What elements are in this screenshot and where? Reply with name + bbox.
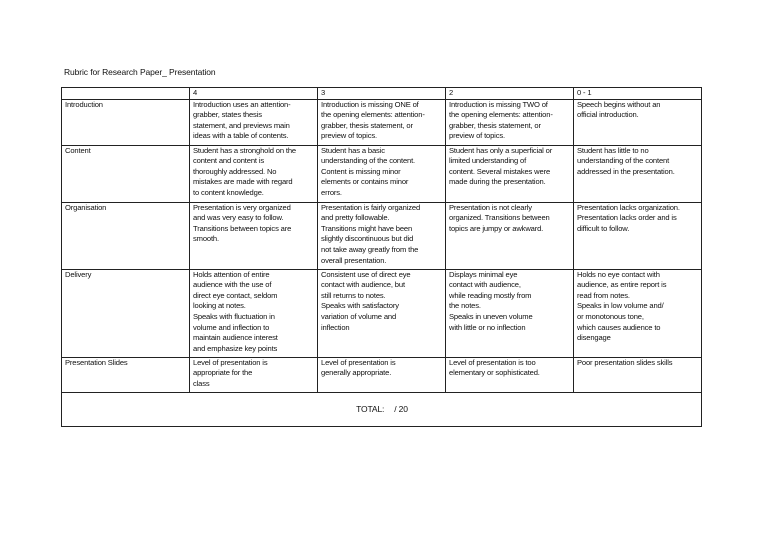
rubric-cell: Student has only a superficial or limited understanding of content. Several mistakes were made during the presentation.	[449, 145, 553, 187]
rubric-cell: Presentation lacks organization. Presentation lacks order and is difficult to follow.	[577, 202, 680, 233]
rubric-cell: Presentation is not clearly organized. Transitions between topics are jumpy or awkward.	[449, 202, 550, 233]
total-label: TOTAL:	[356, 403, 385, 414]
header-row	[62, 88, 702, 100]
rubric-cell: Introduction is missing TWO of the opening elements: attention- grabber, thesis statement, or preview of topics.	[449, 99, 553, 141]
header-cell-score-2: 2	[446, 88, 574, 100]
rubric-cell: Introduction uses an attention- grabber, states thesis statement, and previews main ideas with a table of contents.	[193, 99, 291, 141]
rubric-cell: Level of presentation is generally appropriate.	[321, 357, 396, 378]
criterion-label: Introduction	[62, 99, 190, 145]
rubric-cell: Presentation is very organized and was very easy to follow. Transitions between topics are smooth.	[193, 202, 292, 244]
total-row	[62, 392, 702, 426]
table-row-content	[62, 145, 702, 202]
rubric-cell: Speech begins without an official introduction.	[577, 99, 661, 120]
criterion-label: Presentation Slides	[62, 357, 190, 392]
rubric-cell: Student has a stronghold on the content and content is thoroughly addressed. No mistakes are made with regard to content knowledge.	[193, 145, 297, 197]
table-row-presentation-slides	[62, 357, 702, 392]
total-value: / 20	[394, 403, 408, 414]
header-cell-score-0-1: 0 - 1	[574, 88, 702, 100]
total-cell	[62, 392, 702, 426]
criterion-label: Content	[62, 145, 190, 202]
header-cell-score-3: 3	[318, 88, 446, 100]
rubric-cell: Poor presentation slides skills	[577, 357, 673, 367]
rubric-cell: Consistent use of direct eye contact with audience, but still returns to notes. Speaks with satisfactory variation of volume and inflection	[321, 269, 411, 332]
table-row-introduction	[62, 99, 702, 145]
header-cell-score-4: 4	[190, 88, 318, 100]
rubric-cell: Level of presentation is too elementary or sophisticated.	[449, 357, 540, 378]
rubric-table	[61, 87, 702, 427]
document-title: Rubric for Research Paper_ Presentation	[64, 67, 216, 77]
rubric-cell: Level of presentation is appropriate for the class	[193, 357, 268, 388]
table-row-organisation	[62, 202, 702, 269]
table-row-delivery	[62, 269, 702, 357]
rubric-cell: Student has a basic understanding of the content. Content is missing minor elements or contains minor errors.	[321, 145, 416, 197]
rubric-cell: Displays minimal eye contact with audience, while reading mostly from the notes. Speaks in uneven volume with little or no inflection	[449, 269, 533, 332]
rubric-cell: Student has little to no understanding of the content addressed in the presentation.	[577, 145, 675, 176]
rubric-cell: Introduction is missing ONE of the opening elements: attention- grabber, thesis statement, or preview of topics.	[321, 99, 425, 141]
criterion-label: Delivery	[62, 269, 190, 357]
rubric-cell: Presentation is fairly organized and pretty followable. Transitions might have been slightly discontinuous but did not take away greatly from the overall presentation.	[321, 202, 421, 265]
header-cell-criteria	[62, 88, 190, 100]
rubric-cell: Holds attention of entire audience with the use of direct eye contact, seldom looking at notes. Speaks with fluctuation in volume and inflection to maintain audience interest and emphasize key points	[193, 269, 278, 353]
criterion-label: Organisation	[62, 202, 190, 269]
rubric-cell: Holds no eye contact with audience, as entire report is read from notes. Speaks in low volume and/ or monotonous tone, which causes audience to disengage	[577, 269, 667, 343]
